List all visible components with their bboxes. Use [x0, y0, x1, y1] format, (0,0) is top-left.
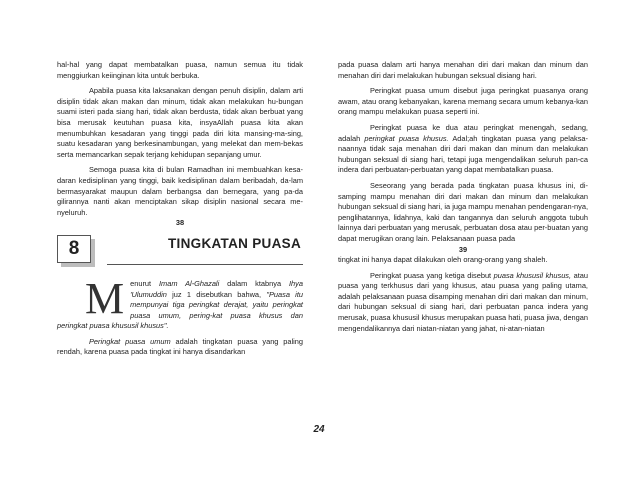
footnote-number-39: 39 — [458, 244, 468, 254]
left-paragraph-5 — [57, 337, 303, 358]
page-number: 24 — [313, 424, 325, 435]
rp3-text-c: Adal;ah tingkatan puasa yang pelaksa-naannya tidak saja menahan diri dari makan dan minum dan melakukan hubungan seksual di siang hari, tetapi juga mengendalikan seluruh pan-ca indera dari perbuatan-perbuatan yang dapat membatalkan puasa. — [338, 133, 588, 175]
drop-cap: M — [85, 273, 125, 323]
chapter-title: TINGKATAN PUASA — [168, 235, 301, 251]
rp6-text-c: atau puasa yang terkhusus dari yang khusus, atau puasa yang paling utama, adalah pelaksanaan puasa disamping menahan diri dari makan dan minum, dari hubungan seksual di siang hari, dari perbuatan panca indera yang merusak, puasa khususil khusus merupakan puasa hati, puasa jiwa, dengan mengendalikannya dari niatan-niatan yang jahat, ni-atan-niatan — [338, 270, 588, 333]
left-paragraph-1: hal-hal yang dapat membatalkan puasa, namun semua itu tidak menggiurkan keiinginan kita untuk berbuka. — [57, 60, 303, 80]
rp6-term: puasa khususil khusus, — [493, 270, 572, 280]
right-paragraph-5: tingkat ini hanya dapat dilakukan oleh orang-orang yang shaleh. — [338, 255, 548, 265]
p5-term: Peringkat puasa umum — [89, 336, 171, 346]
right-column — [338, 60, 588, 339]
chapter-number-box: 8 — [57, 235, 91, 263]
right-paragraph-1: pada puasa dalam arti hanya menahan diri dari makan dan minum dan menahan diri dari melakukan hubungan seksual disiang hari. — [338, 60, 588, 80]
left-column — [57, 60, 303, 363]
footnote-number-38: 38 — [175, 218, 185, 228]
p4-author: Imam Al-Ghazali — [159, 278, 220, 288]
left-paragraph-4 — [57, 273, 303, 332]
left-paragraph-3: Semoga puasa kita di bulan Ramadhan ini membuahkan kesa-daran kedisiplinan yang tinggi, baik kedisiplinan dalam beribadah, da-lam bermasyarakat maupun dalam berbangsa dan bernegara, yang pa-da gilirannya nanti akan menciptakan sikap disiplin nasional secara me-nyeluruh. — [57, 165, 303, 217]
rp3-term: peringkat puasa khusus. — [364, 133, 449, 143]
p4-text-e: juz 1 disebutkan bahwa, — [166, 289, 267, 299]
p4-book: Ihya 'Ulumuddin — [130, 278, 303, 299]
right-paragraph-3 — [338, 123, 588, 176]
rp3-text-a: Peringkat puasa ke dua atau peringkat menengah, sedang, adalah — [338, 122, 588, 143]
chapter-underline — [107, 264, 303, 265]
chapter-heading — [57, 233, 303, 269]
p4-text-c: dalam ktabnya — [219, 278, 289, 288]
p4-quote: "Puasa itu mempunyai tiga peringkat derajat, yaitu peringkat puasa umum, pering-kat puasa khusus dan peringkat puasa khususil khusus". — [57, 289, 303, 331]
right-paragraph-6 — [338, 271, 588, 335]
p4-text-a: enurut — [130, 278, 159, 288]
rp6-text-a: Peringkat puasa yang ketiga disebut — [370, 270, 494, 280]
left-paragraph-2: Apabila puasa kita laksanakan dengan penuh disiplin, dalam arti disiplin tidak akan makan dan minum, tidak akan melakukan hu-bungan suami isteri pada siang hari, tidak akan berdusta, tidak akan berbuat yang bisa merusak keutuhan puasa kita, insyaAllah puasa kita akan menumbuhkan kesadaran yang tinggi pada diri kita mansing-ma-sing, suatu kesadaran yang berkesinambungan, yang melekat dan mem-bekas serta memancarkan sepak terjang kehidupan sepanjang umur. — [57, 86, 303, 159]
right-paragraph-4: Seseorang yang berada pada tingkatan puasa khusus ini, di-samping mampu menahan diri dari makan dan minum dan melakukan hubungan seksual di siang hari, ia juga mampu menahan pendengaran-nya, penglihatannya, lidahnya, kaki dan tangannya dan seluruh anggota tubuh lainnya dari perbuatan yang merusak, perbuatan dosa atau per-buatan yang dapat merugikan orang lain. Pelaksanaan puasa pada — [338, 180, 588, 243]
p5-text: adalah tingkatan puasa yang paling rendah, karena puasa pada tingkat ini hanya disandarkan — [57, 336, 303, 357]
right-paragraph-2: Peringkat puasa umum disebut juga peringkat puasanya orang awam, atau orang kebanyakan, karena memang secara umum kebanya-kan orang mampu melakukan puasa seperti ini. — [338, 86, 588, 117]
